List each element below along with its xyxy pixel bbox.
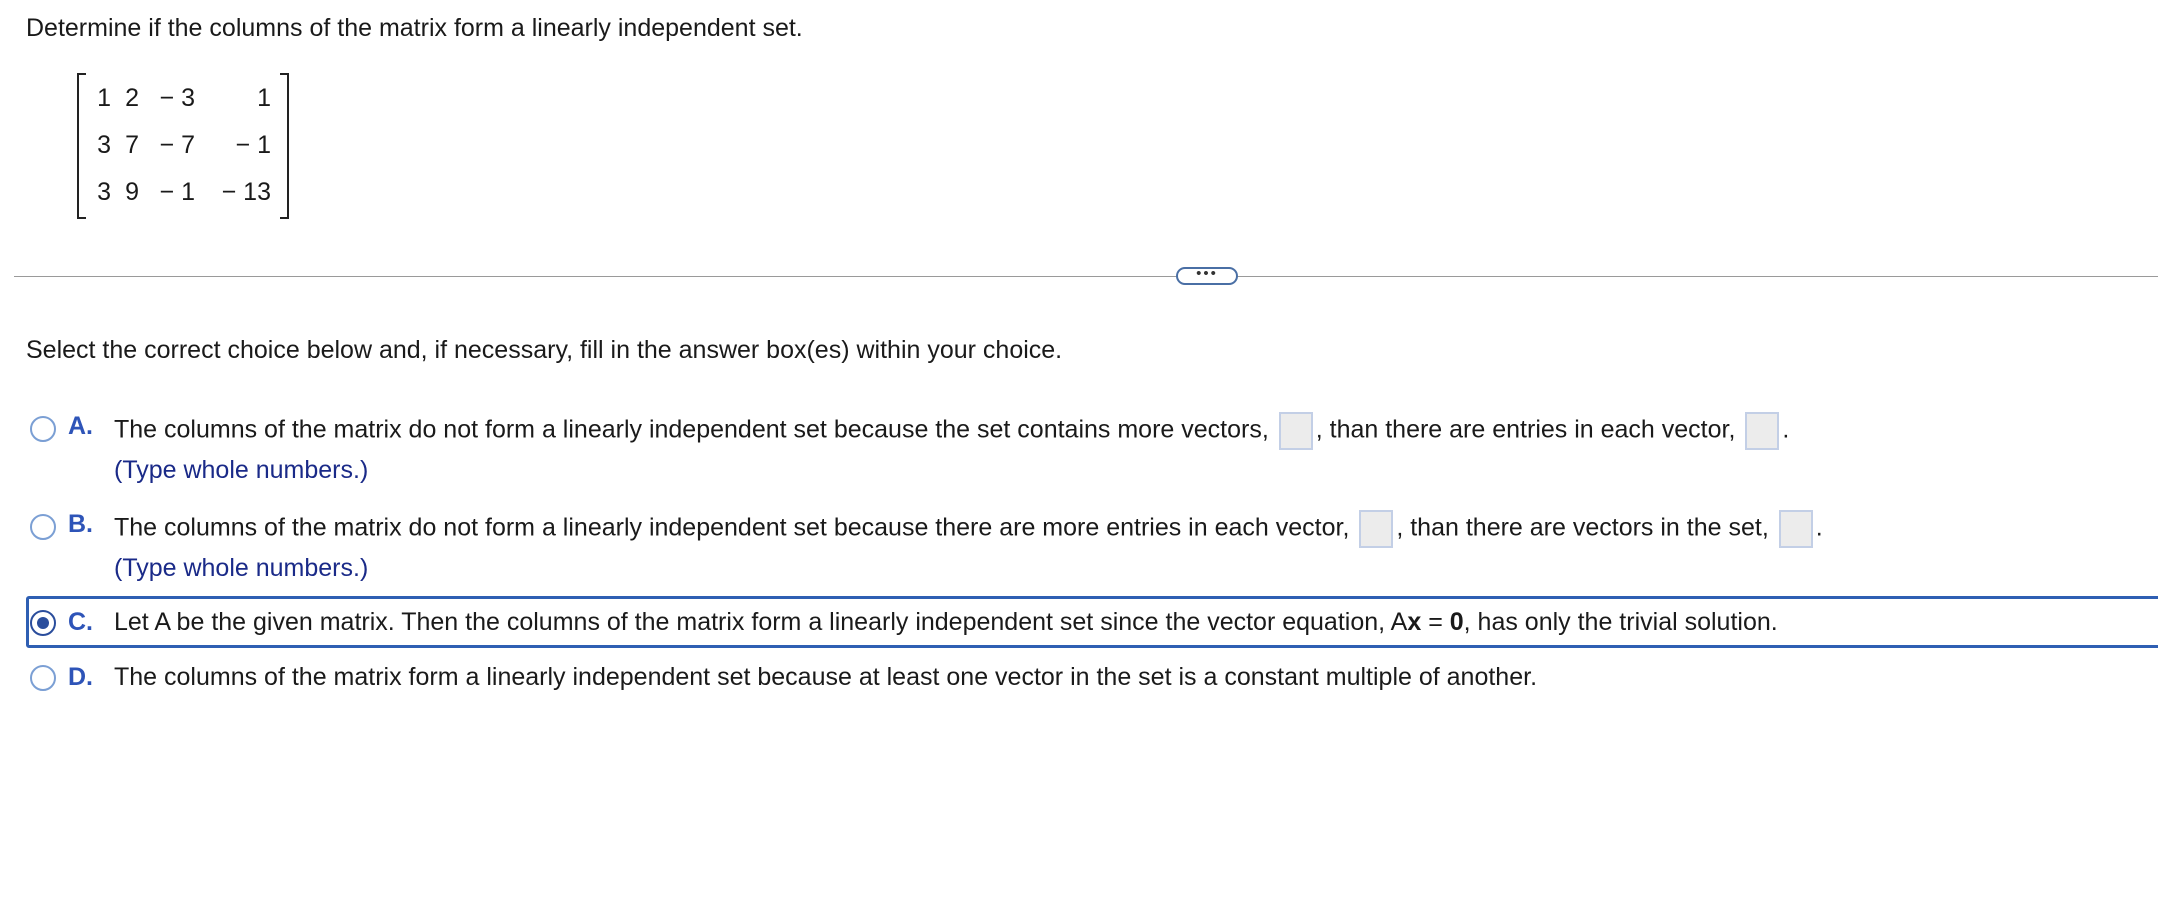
choice-a-letter: A. (68, 412, 93, 440)
choice-c-vector-x: x (1407, 608, 1422, 636)
question-prompt: Determine if the columns of the matrix form a linearly independent set. (26, 14, 803, 42)
matrix-cell: 1 (97, 84, 111, 112)
radio-selected-dot (37, 617, 49, 629)
matrix-cell: 3 (97, 131, 111, 159)
choice-c-text (114, 608, 1778, 637)
choice-d-letter: D. (68, 663, 93, 691)
section-divider (14, 276, 2158, 277)
choice-b-answer-box-entries[interactable] (1359, 510, 1393, 548)
choice-c-zero-vector: 0 (1449, 608, 1464, 636)
choice-b-text-part2: , than there are vectors in the set, (1396, 513, 1769, 542)
choice-b-radio[interactable] (30, 514, 56, 540)
choice-a-answer-box-entries[interactable] (1745, 412, 1779, 450)
matrix-cell: 1 (257, 84, 271, 112)
more-options-button[interactable]: ••• (1176, 267, 1238, 285)
matrix-cell: 9 (125, 178, 139, 206)
matrix-cell: − 13 (221, 178, 271, 206)
choice-a-hint: (Type whole numbers.) (114, 456, 369, 484)
choice-d-radio[interactable] (30, 665, 56, 691)
choice-a-text-part2: , than there are entries in each vector, (1315, 415, 1736, 444)
choice-b-text (114, 510, 1823, 548)
choice-b-text-part1: The columns of the matrix do not form a linearly independent set because there are more entries in each vector, (114, 513, 1350, 542)
choice-c-text-part2: , has only the trivial solution. (1463, 608, 1778, 636)
choice-a-text-part3: . (1782, 415, 1790, 444)
matrix (77, 73, 289, 219)
matrix-cell: − 7 (159, 131, 195, 159)
choice-d-text: The columns of the matrix form a linearly independent set because at least one vector in the set is a constant multiple of another. (114, 663, 1538, 691)
choice-a-radio[interactable] (30, 416, 56, 442)
matrix-row-2 (77, 131, 289, 161)
matrix-cell: − 1 (159, 178, 195, 206)
choice-a-answer-box-vectors[interactable] (1279, 412, 1313, 450)
choice-b-answer-box-vectors[interactable] (1779, 510, 1813, 548)
matrix-cell: − 1 (235, 131, 271, 159)
choice-a-text (114, 412, 1789, 450)
matrix-row-3 (77, 178, 289, 208)
choice-c-equals: = (1421, 608, 1450, 636)
choice-a-text-part1: The columns of the matrix do not form a linearly independent set because the set contains more vectors, (114, 415, 1269, 444)
choice-c-letter: C. (68, 608, 93, 636)
choice-c-text-part1: Let A be the given matrix. Then the columns of the matrix form a linearly independent set since the vector equation, A (114, 608, 1408, 636)
matrix-cell: 7 (125, 131, 139, 159)
matrix-row-1 (77, 84, 289, 114)
instructions: Select the correct choice below and, if necessary, fill in the answer box(es) within your choice. (26, 336, 1063, 364)
matrix-cell: 2 (125, 84, 139, 112)
matrix-cell: − 3 (159, 84, 195, 112)
choice-b-hint: (Type whole numbers.) (114, 554, 369, 582)
choice-c-radio[interactable] (30, 610, 56, 636)
choice-b-text-part3: . (1815, 513, 1823, 542)
matrix-cell: 3 (97, 178, 111, 206)
choice-b-letter: B. (68, 510, 93, 538)
